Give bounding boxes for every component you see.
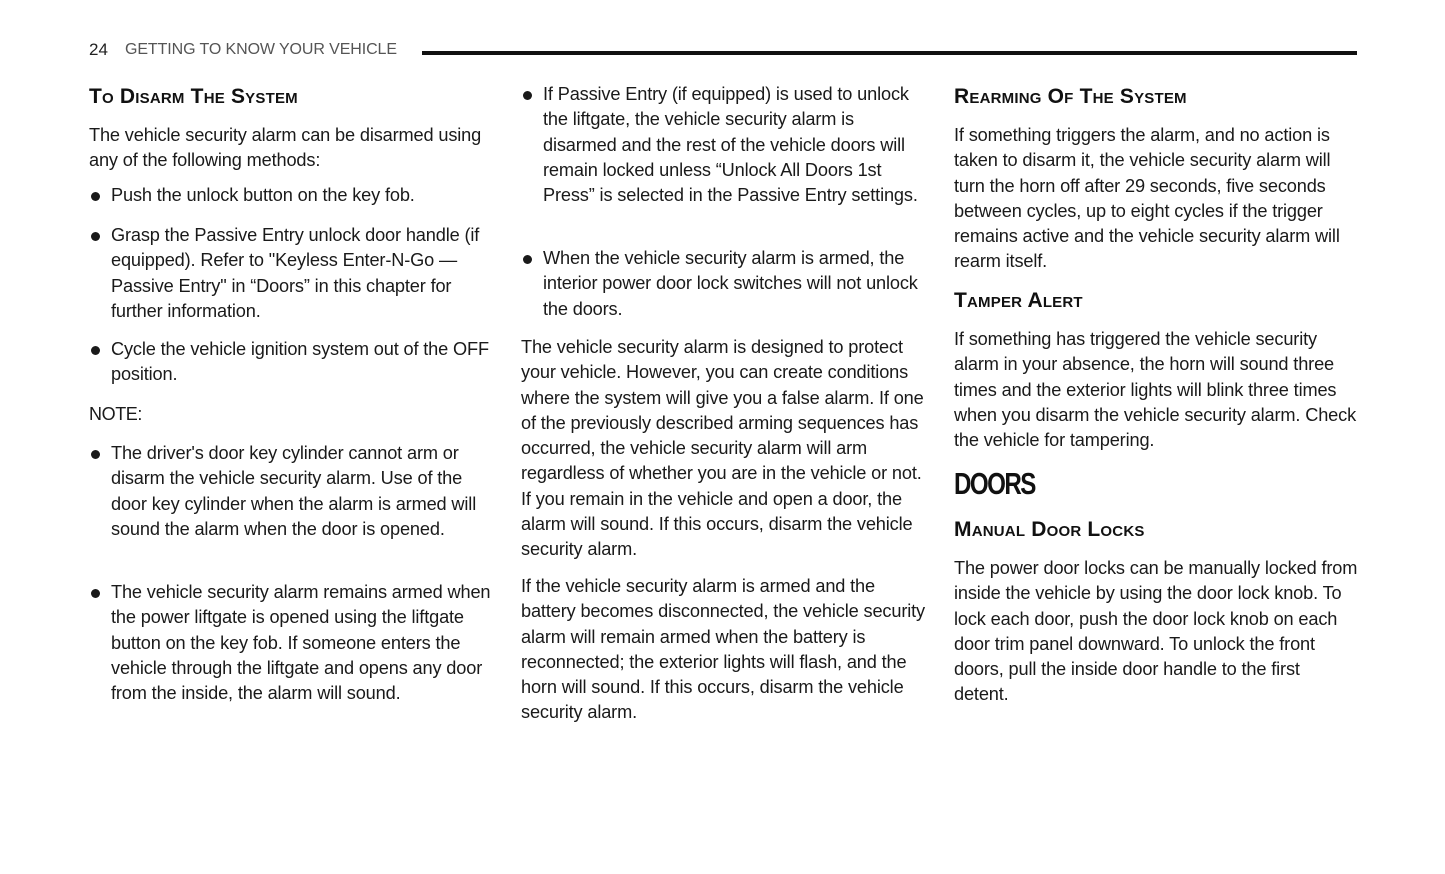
battery-paragraph: If the vehicle security alarm is armed and the battery becomes disconnected, the vehicle security alarm will remain armed when the battery is reconnected; the exterior lights will flash, and the horn will sound. If this occurs, disarm the vehicle security alarm. xyxy=(521,576,925,723)
bullet-dot xyxy=(523,255,532,264)
header-rule xyxy=(422,51,1357,55)
list-item xyxy=(521,82,926,208)
list-item xyxy=(89,580,494,706)
tamper-paragraph: If something has triggered the vehicle security alarm in your absence, the horn will sound three times and the exterior lights will blink three times when you disarm the vehicle security alarm. Check the vehicle for tampering. xyxy=(954,329,1357,451)
list-item-text: The vehicle security alarm remains armed when the power liftgate is opened using the liftgate button on the key fob. If someone enters the vehicle through the liftgate and opens any door from the inside, the alarm will sound. xyxy=(111,582,491,704)
list-item xyxy=(89,337,494,388)
bullet-dot xyxy=(91,589,100,598)
rearming-paragraph: If something triggers the alarm, and no action is taken to disarm it, the vehicle security alarm will turn the horn off after 29 seconds, five seconds between cycles, up to eight cycles if the trigger remains active and the vehicle security alarm will rearm itself. xyxy=(954,125,1340,272)
list-item xyxy=(521,246,926,322)
bullet-dot xyxy=(523,91,532,100)
bullet-dot xyxy=(91,232,100,241)
heading-rearming: Rearming Of The System xyxy=(954,85,1187,108)
list-item-text: When the vehicle security alarm is armed, the interior power door lock switches will not unlock the doors. xyxy=(543,248,918,319)
heading-doors: DOORS xyxy=(954,466,1035,501)
alarm-design-paragraph: The vehicle security alarm is designed to protect your vehicle. However, you can create conditions where the system will give you a false alarm. If one of the previously described arming sequences has occurred, the vehicle security alarm will arm regardless of whether you are in the vehicle or not. If you remain in the vehicle and open a door, the alarm will sound. If this occurs, disarm the vehicle security alarm. xyxy=(521,337,924,560)
note-label: NOTE: xyxy=(89,404,143,424)
list-item xyxy=(89,183,494,208)
list-item-text: The driver's door key cylinder cannot arm or disarm the vehicle security alarm. Use of the door key cylinder when the alarm is armed will sound the alarm when the door is opened. xyxy=(111,443,477,539)
door-locks-paragraph: The power door locks can be manually locked from inside the vehicle by using the door lock knob. To lock each door, push the door lock knob on each door trim panel downward. To unlock the front doors, pull the inside door handle to the first detent. xyxy=(954,558,1358,705)
page-header xyxy=(89,38,1357,62)
section-title: GETTING TO KNOW YOUR VEHICLE xyxy=(125,41,397,58)
heading-manual-door-locks: Manual Door Locks xyxy=(954,518,1145,541)
bullet-dot xyxy=(91,346,100,355)
bullet-dot xyxy=(91,192,100,201)
page-number: 24 xyxy=(89,40,108,59)
list-item-text: Grasp the Passive Entry unlock door handle (if equipped). Refer to "Keyless Enter-N-Go — Passive Entry" in “Doors” in this chapter for further information. xyxy=(111,225,480,321)
list-item xyxy=(89,223,494,324)
list-item-text: Push the unlock button on the key fob. xyxy=(111,185,415,205)
heading-tamper-alert: Tamper Alert xyxy=(954,289,1083,312)
list-item-text: Cycle the vehicle ignition system out of the OFF position. xyxy=(111,339,489,385)
disarm-intro: The vehicle security alarm can be disarmed using any of the following methods: xyxy=(89,125,482,171)
list-item-text: If Passive Entry (if equipped) is used to unlock the liftgate, the vehicle security alarm is disarmed and the rest of the vehicle doors will remain locked unless “Unlock All Doors 1st Press” is selected in the Passive Entry settings. xyxy=(543,84,918,206)
bullet-dot xyxy=(91,450,100,459)
heading-disarm-system: To Disarm The System xyxy=(89,85,298,108)
list-item xyxy=(89,441,494,542)
